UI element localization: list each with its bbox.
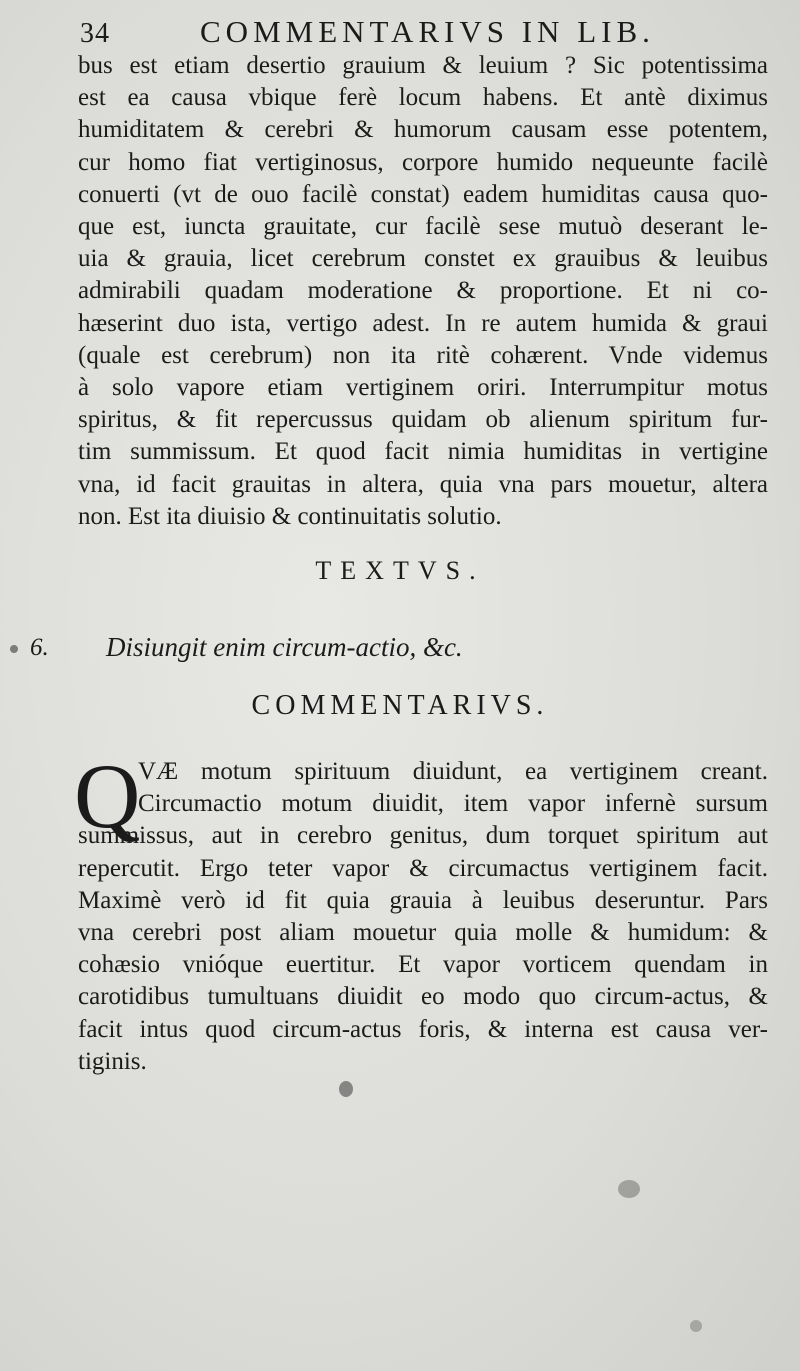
text-line: Circumactio motum diuidit, item vapor infernè sursum (138, 790, 768, 818)
ink-spot (690, 1320, 702, 1332)
text-line: repercutit. Ergo teter vapor & circumactus vertiginem facit. (78, 854, 768, 882)
ink-spot (339, 1081, 353, 1097)
text-line: vna, id facit grauitas in altera, quia vna pars mouetur, altera (78, 470, 768, 498)
text-line: spiritus, & fit repercussus quidam ob alienum spiritum fur- (78, 406, 768, 434)
text-line: admirabili quadam moderatione & proportione. Et ni co- (78, 277, 768, 305)
text-line: (quale est cerebrum) non ita ritè cohærent. Vnde videmus (78, 341, 768, 369)
text-line: tiginis. (78, 1047, 147, 1075)
ink-spot (10, 645, 18, 653)
text-line: non. Est ita diuisio & continuitatis solutio. (78, 502, 502, 530)
page-number: 34 (80, 18, 110, 49)
paragraph-1 (78, 50, 768, 533)
text-line: tim summissum. Et quod facit nimia humiditas in vertigine (78, 438, 768, 466)
running-head: COMMENTARIVS IN LIB. (200, 14, 655, 49)
text-line: est ea causa vbique ferè locum habens. Et antè diximus (78, 84, 768, 112)
text-line: cohæsio vnióque euertitur. Et vapor vorticem quendam in (78, 951, 768, 979)
drop-capital: Q (74, 745, 141, 847)
text-line: Maximè verò id fit quia grauia à leuibus deseruntur. Pars (78, 886, 768, 914)
text-line: facit intus quod circum-actus foris, & interna est causa ver- (78, 1015, 768, 1043)
text-number: 6. (30, 634, 49, 661)
text-line: carotidibus tumultuans diuidit eo modo quo circum-actus, & (78, 983, 768, 1011)
commentarius-heading: COMMENTARIVS. (251, 690, 549, 721)
text-line: humiditatem & cerebri & humorum causam esse potentem, (78, 116, 768, 144)
text-line: bus est etiam desertio grauium & leuium ? Sic potentissima (78, 52, 768, 79)
textus-heading: TEXTVS. (315, 556, 485, 585)
text-line: que est, iuncta grauitate, cur facilè sese mutuò deserant le- (78, 213, 768, 241)
text-line: uia & grauia, licet cerebrum constet ex grauibus & leuibus (78, 245, 768, 273)
text-line: summissus, aut in cerebro genitus, dum torquet spiritum aut (78, 822, 768, 850)
commentary-paragraph (78, 756, 768, 1078)
ink-spot (618, 1180, 640, 1198)
lemma-quote: Disiungit enim circum-actio, &c. (106, 632, 463, 662)
text-line: VÆ motum spirituum diuidunt, ea vertiginem creant. (138, 758, 768, 785)
text-line: vna cerebri post aliam mouetur quia molle & humidum: & (78, 919, 768, 947)
text-line: à solo vapore etiam vertiginem oriri. Interrumpitur motus (78, 374, 768, 402)
text-line: conuerti (vt de ouo facilè constat) eadem humiditas causa quo- (78, 180, 768, 208)
text-line: hæserint duo ista, vertigo adest. In re autem humida & graui (78, 309, 768, 337)
page-header (80, 12, 780, 52)
text-line: cur homo fiat vertiginosus, corpore humido nequeunte facilè (78, 148, 768, 176)
